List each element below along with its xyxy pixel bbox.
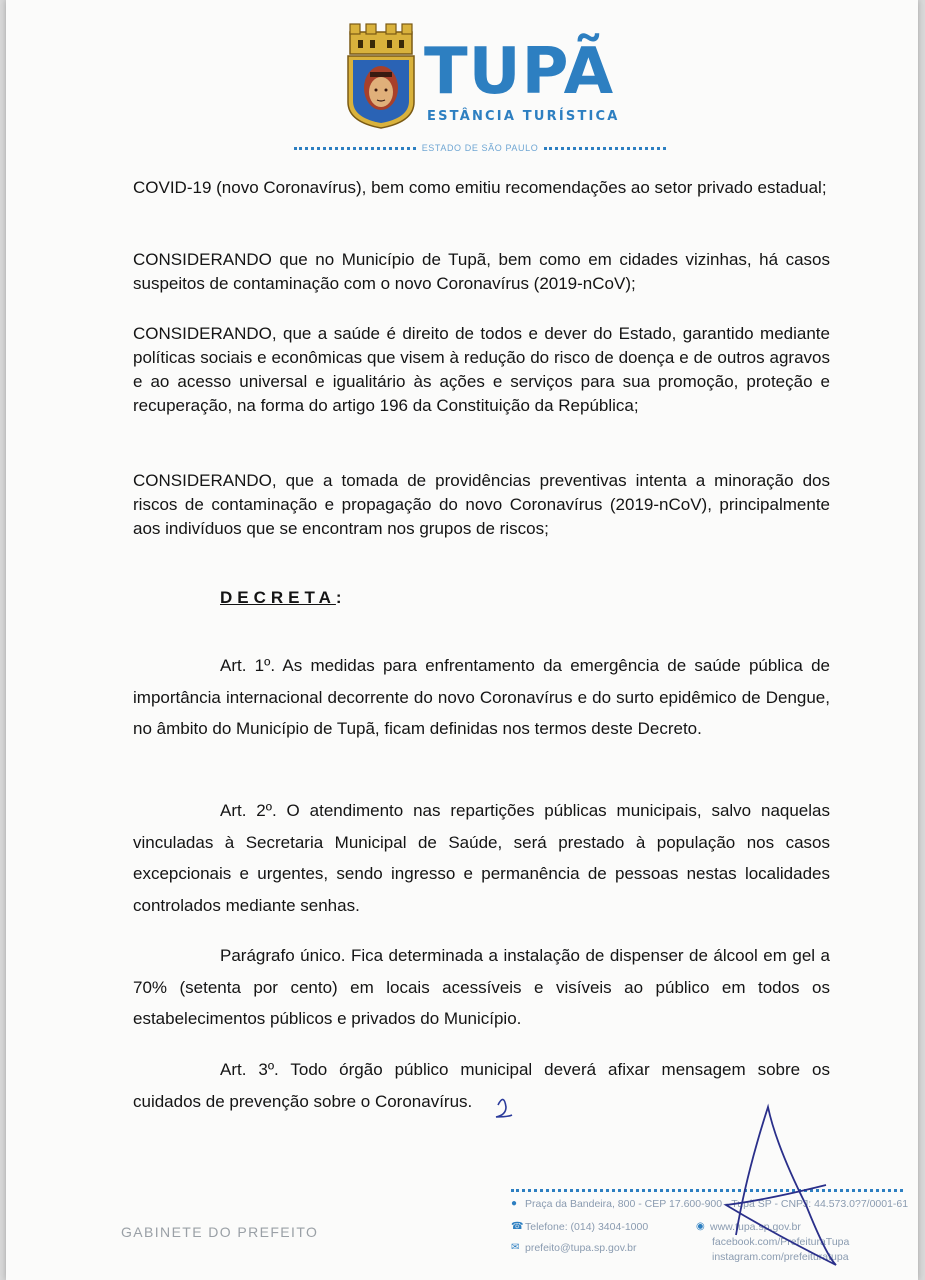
location-pin-icon: ● — [511, 1198, 518, 1209]
paragrafo-unico: Parágrafo único. Fica determinada a instalação de dispenser de álcool em gel a 70% (setenta por cento) em locais acessíveis e visíveis ao público em todos os estabelecimentos públicos e privados do Município. — [133, 946, 830, 1028]
paragraph-considerando-3: CONSIDERANDO, que a tomada de providências preventivas intenta a minoração dos riscos de contaminação e propagação do novo Coronavírus (2019-nCoV), principalmente aos indivíduos que se encontram nos grupos de riscos; — [133, 471, 830, 538]
article-3: Art. 3º. Todo órgão público municipal deverá afixar mensagem sobre os cuidados de prevenção sobre o Coronavírus. — [133, 1060, 830, 1111]
decreta-heading — [220, 588, 347, 608]
article-1: Art. 1º. As medidas para enfrentamento da emergência de saúde pública de importância internacional decorrente do novo Coronavírus e do surto epidêmico de Dengue, no âmbito do Município de Tupã, ficam definidas nos termos deste Decreto. — [133, 656, 830, 738]
article-2: Art. 2º. O atendimento nas repartições públicas municipais, salvo naquelas vinculadas à Secretaria Municipal de Saúde, será prestado à população nos casos excepcionais e urgentes, sendo ingresso e permanência de pessoas nestas localidades controlados mediante senhas. — [133, 801, 830, 915]
email-text: prefeito@tupa.sp.gov.br — [525, 1242, 637, 1254]
city-crest-logo — [346, 22, 416, 130]
paragraph-considerando-1: CONSIDERANDO que no Município de Tupã, bem como em cidades vizinhas, há casos suspeitos de contaminação com o novo Coronavírus (2019-nCoV); — [133, 250, 830, 293]
state-label: ESTADO DE SÃO PAULO — [421, 143, 539, 153]
divider-dots-left — [294, 147, 416, 150]
email-icon: ✉ — [511, 1242, 520, 1253]
office-label: GABINETE DO PREFEITO — [121, 1224, 319, 1240]
phone-icon: ☎ — [511, 1221, 524, 1232]
handwritten-signature — [476, 1085, 896, 1275]
decreta-colon: : — [335, 588, 347, 607]
document-page — [6, 0, 918, 1280]
phone-text: Telefone: (014) 3404-1000 — [525, 1221, 649, 1233]
brand-subtitle: ESTÂNCIA TURÍSTICA — [427, 109, 620, 124]
facebook-text[interactable]: facebook.com/PrefeituraTupa — [712, 1236, 850, 1248]
paragraph-considerando-2: CONSIDERANDO, que a saúde é direito de todos e dever do Estado, garantido mediante políticas sociais e econômicas que visem à redução do risco de doença e de outros agravos e ao acesso universal e igualitário às ações e serviços para sua promoção, proteção e recuperação, na forma do artigo 196 da Constituição da República; — [133, 324, 830, 415]
divider-dots-right — [544, 147, 666, 150]
globe-icon: ◉ — [696, 1221, 705, 1232]
decreta-word: DECRETA — [220, 588, 336, 607]
instagram-text[interactable]: instagram.com/prefeituratupa — [712, 1251, 849, 1263]
brand-name: TUPÃ — [424, 35, 615, 109]
address-text: Praça da Bandeira, 800 - CEP 17.600-900 - Tupã SP - CNPJ: 44.573.0?7/0001-61 — [525, 1198, 909, 1210]
website-text[interactable]: www.tupa.sp.gov.br — [710, 1221, 801, 1233]
paragraph-covid: COVID-19 (novo Coronavírus), bem como emitiu recomendações ao setor privado estadual; — [133, 178, 827, 197]
state-banner — [294, 141, 666, 155]
